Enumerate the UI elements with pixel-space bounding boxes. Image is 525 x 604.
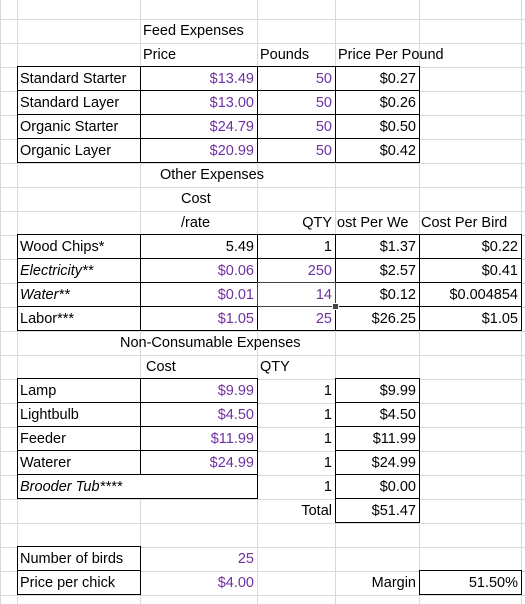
price-per-chick-value[interactable]: $4.00 [217, 575, 254, 591]
margin-label[interactable]: Margin [371, 575, 416, 591]
other-item-qty[interactable]: 1 [323, 239, 332, 255]
other-item-qty[interactable]: 14 [315, 287, 332, 303]
feed-item-pounds[interactable]: 50 [315, 143, 332, 159]
other-item-cost-per-bird[interactable]: $0.004854 [449, 287, 518, 303]
feed-item-price[interactable]: $24.79 [209, 119, 254, 135]
header-qty[interactable]: QTY [260, 359, 290, 375]
noncons-item-cost[interactable]: $4.50 [217, 407, 254, 423]
noncons-item-qty[interactable]: 1 [323, 407, 332, 423]
other-item-cost-per-week[interactable]: $2.57 [379, 263, 416, 279]
other-item-name[interactable]: Electricity** [20, 263, 94, 279]
other-item-cost[interactable]: 5.49 [225, 239, 254, 255]
noncons-item-cost[interactable]: $24.99 [209, 455, 254, 471]
other-item-name[interactable]: Wood Chips* [20, 239, 105, 255]
other-item-cost-per-bird[interactable]: $1.05 [481, 311, 518, 327]
noncons-item-name[interactable]: Waterer [20, 455, 72, 471]
header-cost[interactable]: Cost [146, 359, 176, 375]
feed-item-pounds[interactable]: 50 [315, 71, 332, 87]
other-item-name[interactable]: Labor*** [20, 311, 75, 327]
section-title-feed[interactable]: Feed Expenses [143, 23, 244, 39]
other-item-cost-per-bird[interactable]: $0.22 [481, 239, 518, 255]
noncons-item-total[interactable]: $9.99 [379, 383, 416, 399]
header-cost[interactable]: Cost [181, 191, 211, 207]
section-title-non-consumable[interactable]: Non-Consumable Expenses [120, 335, 301, 351]
feed-item-price[interactable]: $13.49 [209, 71, 254, 87]
fill-handle[interactable] [332, 303, 339, 310]
feed-item-pounds[interactable]: 50 [315, 95, 332, 111]
header-price[interactable]: Price [143, 47, 177, 63]
noncons-item-name[interactable]: Lightbulb [20, 407, 79, 423]
noncons-item-qty[interactable]: 1 [323, 383, 332, 399]
other-item-cost[interactable]: $0.06 [217, 263, 254, 279]
noncons-item-total[interactable]: $0.00 [379, 479, 416, 495]
noncons-item-qty[interactable]: 1 [323, 479, 332, 495]
header-cost-per-week[interactable]: ost Per We [337, 215, 409, 231]
other-item-cost-per-week[interactable]: $0.12 [379, 287, 416, 303]
other-item-cost[interactable]: $1.05 [217, 311, 254, 327]
other-item-cost[interactable]: $0.01 [217, 287, 254, 303]
margin-value[interactable]: 51.50% [468, 575, 518, 591]
noncons-item-name[interactable]: Brooder Tub**** [20, 479, 123, 495]
noncons-item-total[interactable]: $11.99 [372, 431, 416, 447]
total-value[interactable]: $51.47 [371, 503, 416, 519]
feed-item-price[interactable]: $20.99 [209, 143, 254, 159]
noncons-item-qty[interactable]: 1 [323, 455, 332, 471]
header-qty[interactable]: QTY [302, 215, 332, 231]
other-item-qty[interactable]: 250 [307, 263, 332, 279]
feed-item-name[interactable]: Standard Starter [20, 71, 127, 87]
other-item-cost-per-week[interactable]: $1.37 [379, 239, 416, 255]
feed-item-price-per-pound[interactable]: $0.26 [379, 95, 416, 111]
number-of-birds-value[interactable]: 25 [237, 551, 254, 567]
feed-item-name[interactable]: Organic Starter [20, 119, 119, 135]
noncons-item-cost[interactable]: $9.99 [217, 383, 254, 399]
header-price-per-pound[interactable]: Price Per Pound [338, 47, 444, 63]
feed-item-price[interactable]: $13.00 [209, 95, 254, 111]
feed-item-name[interactable]: Standard Layer [20, 95, 120, 111]
price-per-chick-label[interactable]: Price per chick [20, 575, 116, 591]
number-of-birds-label[interactable]: Number of birds [20, 551, 124, 567]
noncons-item-total[interactable]: $24.99 [371, 455, 416, 471]
feed-item-price-per-pound[interactable]: $0.50 [379, 119, 416, 135]
active-cell-selection[interactable] [257, 282, 336, 307]
noncons-item-cost[interactable]: $11.99 [210, 431, 254, 447]
noncons-item-total[interactable]: $4.50 [379, 407, 416, 423]
feed-item-pounds[interactable]: 50 [315, 119, 332, 135]
other-item-name[interactable]: Water** [20, 287, 70, 303]
other-item-cost-per-bird[interactable]: $0.41 [481, 263, 518, 279]
other-item-qty[interactable]: 25 [315, 311, 332, 327]
total-label[interactable]: Total [301, 503, 332, 519]
feed-item-name[interactable]: Organic Layer [20, 143, 112, 159]
other-item-cost-per-week[interactable]: $26.25 [371, 311, 416, 327]
noncons-item-qty[interactable]: 1 [323, 431, 332, 447]
noncons-item-name[interactable]: Lamp [20, 383, 57, 399]
feed-item-price-per-pound[interactable]: $0.27 [379, 71, 416, 87]
feed-item-price-per-pound[interactable]: $0.42 [379, 143, 416, 159]
header-rate[interactable]: /rate [181, 215, 211, 231]
header-cost-per-bird[interactable]: Cost Per Bird [421, 215, 508, 231]
section-title-other[interactable]: Other Expenses [160, 167, 264, 183]
noncons-item-name[interactable]: Feeder [20, 431, 66, 447]
header-pounds[interactable]: Pounds [260, 47, 310, 63]
